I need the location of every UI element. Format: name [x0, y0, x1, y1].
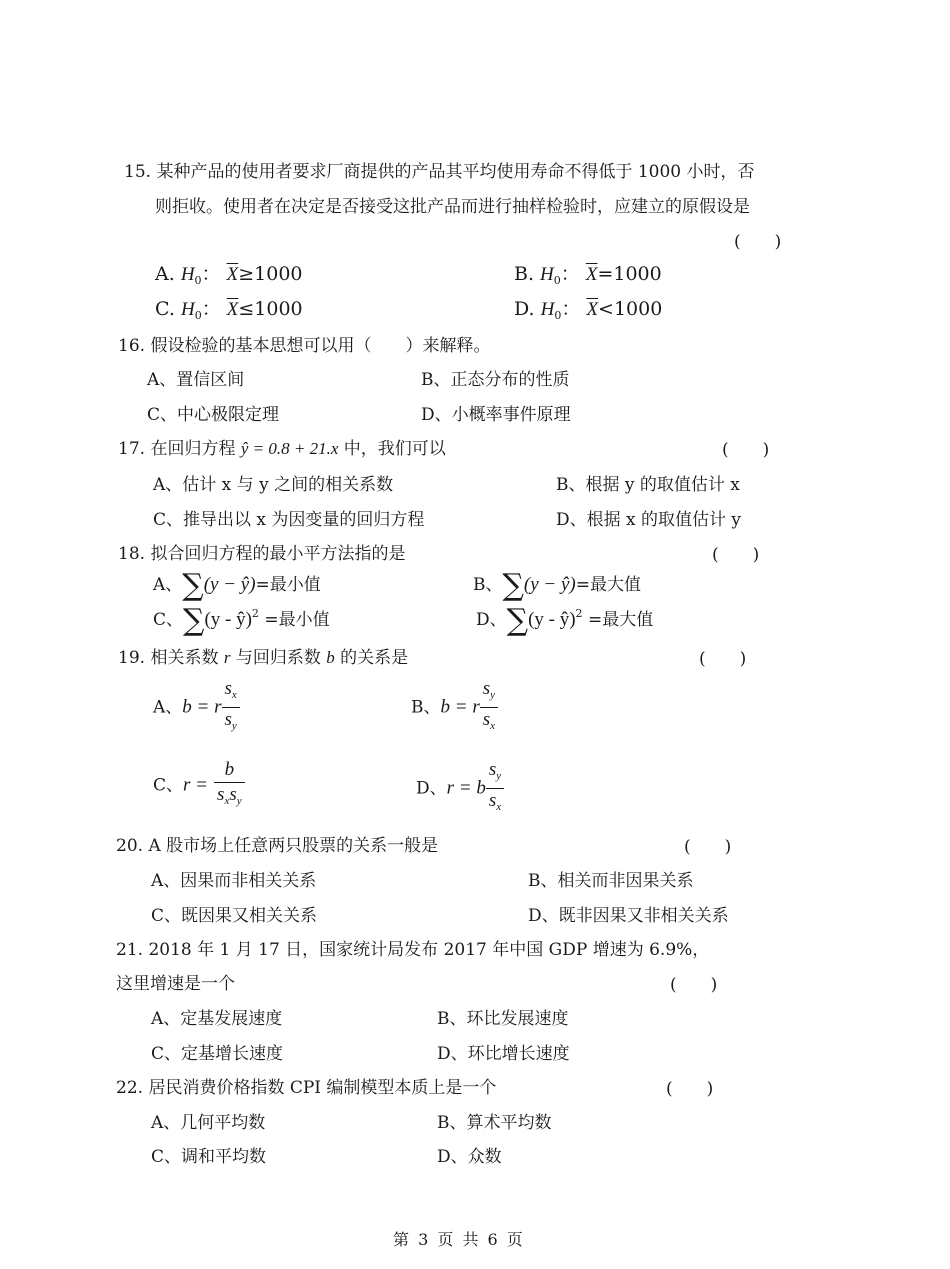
q17-answer-paren: ( )	[722, 440, 770, 460]
q16-option-c: C、中心极限定理	[147, 405, 280, 425]
q20-option-a: A、因果而非相关关系	[151, 871, 317, 891]
q15-answer-paren: ( )	[734, 232, 782, 252]
q15-option-a: A. $H_0$： $\overline{X}\ge 1000$	[155, 263, 303, 287]
q18-stem: 18. 拟合回归方程的最小平方法指的是	[118, 544, 406, 564]
q17-option-c: C、推导出以 x 为因变量的回归方程	[153, 510, 425, 530]
q22-option-d: D、众数	[437, 1147, 502, 1167]
q22-stem: 22. 居民消费价格指数 CPI 编制模型本质上是一个	[116, 1078, 497, 1098]
q17-option-d: D、根据 x 的取值估计 y	[556, 510, 742, 530]
q22-option-c: C、调和平均数	[151, 1147, 267, 1167]
q19-option-d: D、r = b $\frac{s_y}{s_x}$	[416, 761, 504, 816]
q21-stem-line1: 21. 2018 年 1 月 17 日，国家统计局发布 2017 年中国 GDP 增速为 6.9%，	[116, 940, 710, 960]
q22-option-b: B、算术平均数	[437, 1113, 552, 1133]
q21-option-b: B、环比发展速度	[437, 1009, 569, 1029]
q21-stem-line2: 这里增速是一个	[116, 974, 235, 994]
q17-stem: 17. 在回归方程 ŷ = 0.8 + 21.x 中，我们可以	[118, 439, 446, 459]
q18-option-a: A、∑(y − ŷ)=最小值	[153, 568, 321, 603]
q15-option-b: B. $H_0$： $\overline{X}=1000$	[514, 263, 662, 287]
q21-option-d: D、环比增长速度	[437, 1044, 570, 1064]
q20-option-c: C、既因果又相关关系	[151, 906, 318, 926]
q16-option-d: D、小概率事件原理	[421, 405, 571, 425]
q20-option-d: D、既非因果又非相关关系	[528, 906, 729, 926]
q21-option-c: C、定基增长速度	[151, 1044, 284, 1064]
q22-option-a: A、几何平均数	[151, 1113, 266, 1133]
q19-option-c: C、r = $\frac{b}{s_xs_y}$	[153, 761, 245, 810]
q22-answer-paren: ( )	[666, 1079, 714, 1099]
q16-stem: 16. 假设检验的基本思想可以用（ ）来解释。	[118, 336, 491, 356]
q15-option-c: C. $H_0$： $\overline{X}\le 1000$	[155, 298, 303, 322]
q17-option-b: B、根据 y 的取值估计 x	[556, 475, 740, 495]
q20-option-b: B、相关而非因果关系	[528, 871, 694, 891]
page-footer: 第 3 页 共 6 页	[393, 1230, 525, 1249]
q19-option-a: A、b = r $\frac{s_x}{s_y}$	[153, 680, 240, 735]
q19-stem: 19. 相关系数 r 与回归系数 b 的关系是	[118, 648, 409, 668]
q17-option-a: A、估计 x 与 y 之间的相关系数	[153, 475, 394, 495]
q15-option-d: D. $H_0$： $\overline{X}<1000$	[514, 298, 663, 322]
q17-equation: ŷ = 0.8 + 21.x	[240, 439, 339, 458]
q15-stem-line2: 则拒收。使用者在决定是否接受这批产品而进行抽样检验时，应建立的原假设是	[155, 197, 750, 217]
q18-answer-paren: ( )	[712, 545, 760, 565]
q20-stem: 20. A 股市场上任意两只股票的关系一般是	[116, 836, 439, 856]
q19-answer-paren: ( )	[699, 649, 747, 669]
q18-option-d: D、∑(y - ŷ)$^2$ =最大值	[476, 603, 654, 638]
q18-option-c: C、∑(y - ŷ)$^2$ =最小值	[153, 603, 330, 638]
q21-option-a: A、定基发展速度	[151, 1009, 283, 1029]
q20-answer-paren: ( )	[684, 837, 732, 857]
q16-option-a: A、置信区间	[147, 370, 245, 390]
q21-answer-paren: ( )	[670, 975, 718, 995]
q16-option-b: B、正态分布的性质	[421, 370, 570, 390]
q19-option-b: B、b = r $\frac{s_y}{s_x}$	[411, 680, 498, 735]
q15-stem-line1: 15. 某种产品的使用者要求厂商提供的产品其平均使用寿命不得低于 1000 小时，否	[124, 162, 755, 182]
q18-option-b: B、∑(y − ŷ)=最大值	[473, 568, 642, 603]
